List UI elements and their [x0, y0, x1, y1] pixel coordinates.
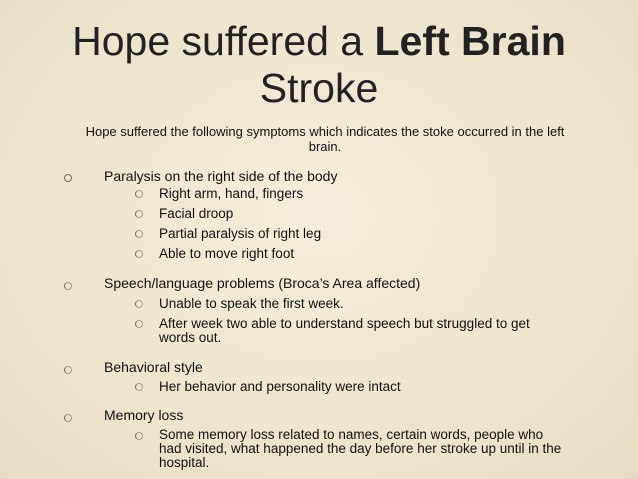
list-item: Her behavior and personality were intact: [159, 379, 401, 394]
sub-bullet-icon: [135, 432, 143, 440]
title-bold-text: Left Brain: [374, 18, 566, 64]
list-item: Some memory loss related to names, certain words, people who had visited, what happened the day before her stroke up until in the hospital.: [159, 427, 562, 470]
sub-bullet-icon: [135, 250, 143, 258]
section-heading-memory: Memory loss: [104, 407, 184, 423]
list-item: After week two able to understand speech but struggled to get words out.: [159, 316, 530, 345]
list-item: Partial paralysis of right leg: [159, 226, 322, 241]
sub-bullet-icon: [135, 300, 143, 308]
slide-title: [0, 18, 638, 112]
section-heading-speech: Speech/language problems (Broca’s Area affected): [104, 275, 421, 291]
intro-text: Hope suffered the following symptoms which indicates the stoke occurred in the left brain.: [85, 124, 565, 154]
bullet-icon: [64, 366, 72, 374]
list-item: Unable to speak the first week.: [159, 296, 344, 311]
title-text: Hope suffered a: [72, 18, 375, 64]
title-text-line2: Stroke: [259, 65, 379, 111]
list-item: Facial droop: [159, 206, 234, 221]
sub-bullet-icon: [135, 190, 143, 198]
sub-bullet-icon: [135, 383, 143, 391]
bullet-icon: [64, 282, 72, 290]
section-heading-paralysis: Paralysis on the right side of the body: [104, 168, 338, 184]
list-item: Right arm, hand, fingers: [159, 186, 304, 201]
sub-bullet-icon: [135, 230, 143, 238]
bullet-icon: [64, 414, 72, 422]
section-heading-behavioral: Behavioral style: [104, 359, 203, 375]
bullet-icon: [64, 174, 72, 182]
list-item: Able to move right foot: [159, 246, 295, 261]
sub-bullet-icon: [135, 320, 143, 328]
sub-bullet-icon: [135, 210, 143, 218]
